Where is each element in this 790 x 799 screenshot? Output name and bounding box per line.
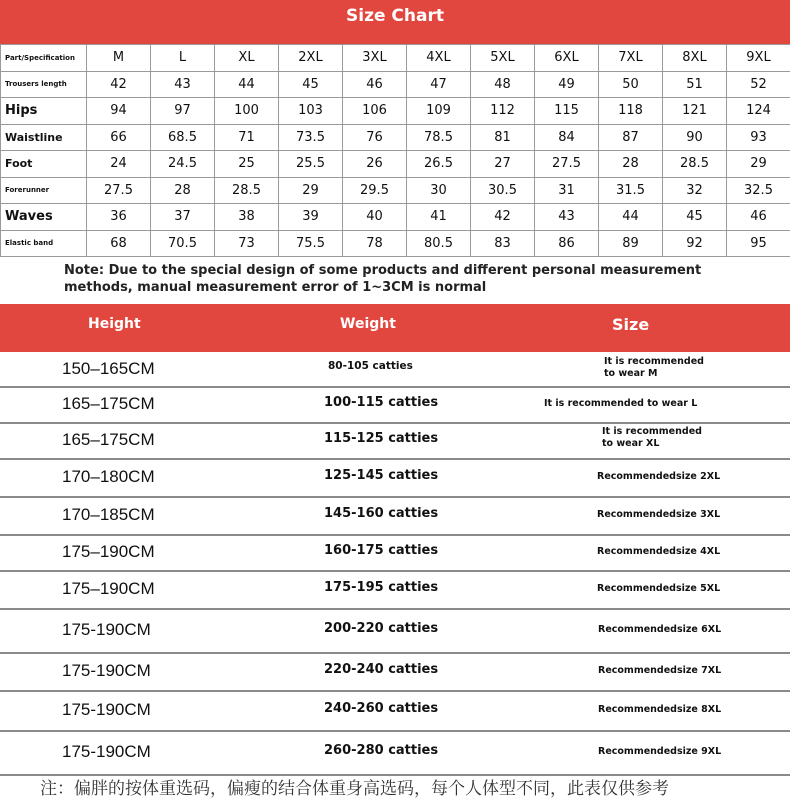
size-cell: Recommendedsize 4XL — [597, 546, 720, 558]
spec-cell: 27.5 — [87, 177, 151, 204]
size-cell: Recommendedsize 9XL — [598, 746, 721, 758]
spec-cell: 38 — [215, 204, 279, 231]
spec-row — [1, 124, 790, 151]
spec-cell: 78.5 — [407, 124, 471, 151]
recommend-row — [0, 652, 790, 692]
size-cell: Recommendedsize 2XL — [597, 471, 720, 483]
spec-cell: 28.5 — [215, 177, 279, 204]
recommend-row — [0, 730, 790, 776]
size-cell: Recommendedsize 3XL — [597, 509, 720, 521]
recommend-row — [0, 608, 790, 654]
height-cell: 175-190CM — [62, 742, 151, 762]
spec-cell: 28 — [599, 151, 663, 178]
spec-cell: 32.5 — [727, 177, 790, 204]
recommend-table-header — [0, 304, 790, 352]
spec-cell: 47 — [407, 71, 471, 98]
height-cell: 175-190CM — [62, 661, 151, 681]
spec-cell: 92 — [663, 230, 727, 257]
spec-cell: 46 — [343, 71, 407, 98]
weight-cell: 175-195 catties — [324, 580, 438, 595]
spec-row-label: Forerunner — [1, 177, 87, 204]
height-cell: 165–175CM — [62, 394, 155, 414]
spec-cell: 29.5 — [343, 177, 407, 204]
spec-row-label: Trousers length — [1, 71, 87, 98]
weight-cell: 115-125 catties — [324, 431, 438, 446]
spec-cell: 78 — [343, 230, 407, 257]
weight-cell: 80-105 catties — [328, 360, 413, 372]
height-cell: 165–175CM — [62, 430, 155, 450]
spec-cell: 66 — [87, 124, 151, 151]
size-header-cell: 6XL — [535, 45, 599, 72]
spec-cell: 76 — [343, 124, 407, 151]
spec-cell: 80.5 — [407, 230, 471, 257]
spec-cell: 43 — [535, 204, 599, 231]
spec-cell: 103 — [279, 98, 343, 125]
spec-cell: 86 — [535, 230, 599, 257]
spec-cell: 31 — [535, 177, 599, 204]
spec-cell: 31.5 — [599, 177, 663, 204]
spec-cell: 121 — [663, 98, 727, 125]
weight-cell: 160-175 catties — [324, 543, 438, 558]
spec-row-label: Waves — [1, 204, 87, 231]
spec-cell: 36 — [87, 204, 151, 231]
spec-cell: 75.5 — [279, 230, 343, 257]
spec-cell: 68.5 — [151, 124, 215, 151]
weight-cell: 200-220 catties — [324, 621, 438, 636]
spec-cell: 30 — [407, 177, 471, 204]
spec-cell: 51 — [663, 71, 727, 98]
spec-row-label: Waistline — [1, 124, 87, 151]
size-header-cell: L — [151, 45, 215, 72]
spec-row — [1, 151, 790, 178]
spec-cell: 112 — [471, 98, 535, 125]
weight-cell: 100-115 catties — [324, 395, 438, 410]
spec-cell: 89 — [599, 230, 663, 257]
recommend-row — [0, 458, 790, 498]
size-chart-title: Size Chart — [0, 0, 790, 44]
recommend-row — [0, 690, 790, 732]
spec-cell: 124 — [727, 98, 790, 125]
height-cell: 175-190CM — [62, 700, 151, 720]
spec-cell: 40 — [343, 204, 407, 231]
height-cell: 175–190CM — [62, 579, 155, 599]
size-header-cell: 3XL — [343, 45, 407, 72]
spec-cell: 49 — [535, 71, 599, 98]
spec-cell: 26.5 — [407, 151, 471, 178]
size-cell: It is recommended to wear XL — [602, 426, 712, 450]
spec-cell: 30.5 — [471, 177, 535, 204]
size-header-cell: 9XL — [727, 45, 790, 72]
spec-cell: 73.5 — [279, 124, 343, 151]
spec-cell: 44 — [215, 71, 279, 98]
spec-cell: 87 — [599, 124, 663, 151]
spec-cell: 45 — [663, 204, 727, 231]
size-cell: Recommendedsize 6XL — [598, 624, 721, 636]
spec-cell: 50 — [599, 71, 663, 98]
spec-cell: 41 — [407, 204, 471, 231]
weight-cell: 260-280 catties — [324, 743, 438, 758]
spec-row-label: Hips — [1, 98, 87, 125]
spec-cell: 100 — [215, 98, 279, 125]
weight-column-header: Weight — [340, 316, 396, 332]
weight-cell: 125-145 catties — [324, 468, 438, 483]
recommend-row — [0, 386, 790, 424]
height-cell: 175–190CM — [62, 542, 155, 562]
size-header-cell: XL — [215, 45, 279, 72]
spec-cell: 83 — [471, 230, 535, 257]
size-cell: Recommendedsize 7XL — [598, 665, 721, 677]
part-specification-label: Part/Specification — [1, 45, 87, 72]
size-header-cell: 5XL — [471, 45, 535, 72]
spec-cell: 25.5 — [279, 151, 343, 178]
height-cell: 175-190CM — [62, 620, 151, 640]
spec-cell: 94 — [87, 98, 151, 125]
spec-row-label: Foot — [1, 151, 87, 178]
spec-cell: 70.5 — [151, 230, 215, 257]
spec-cell: 44 — [599, 204, 663, 231]
spec-cell: 43 — [151, 71, 215, 98]
spec-cell: 42 — [87, 71, 151, 98]
spec-cell: 27 — [471, 151, 535, 178]
spec-row — [1, 98, 790, 125]
height-cell: 170–185CM — [62, 505, 155, 525]
size-cell: It is recommended to wear M — [604, 356, 714, 380]
spec-row-label: Elastic band — [1, 230, 87, 257]
size-cell: Recommendedsize 5XL — [597, 583, 720, 595]
weight-cell: 240-260 catties — [324, 701, 438, 716]
spec-cell: 52 — [727, 71, 790, 98]
footer-note: 注：偏胖的按体重选码，偏瘦的结合体重身高选码，每个人体型不同，此表仅供参考 — [40, 774, 669, 799]
spec-cell: 24.5 — [151, 151, 215, 178]
size-cell: Recommendedsize 8XL — [598, 704, 721, 716]
size-cell: It is recommended to wear L — [544, 398, 697, 410]
measurement-note: Note: Due to the special design of some products and different personal measurement methods, manual measurement error of 1~3CM is normal — [64, 262, 764, 296]
spec-cell: 90 — [663, 124, 727, 151]
spec-cell: 24 — [87, 151, 151, 178]
recommend-row — [0, 496, 790, 536]
height-column-header: Height — [88, 316, 141, 332]
spec-cell: 48 — [471, 71, 535, 98]
recommend-row — [0, 422, 790, 460]
size-header-cell: 2XL — [279, 45, 343, 72]
spec-row — [1, 230, 790, 257]
size-header-cell: 4XL — [407, 45, 471, 72]
size-spec-table — [0, 44, 790, 257]
size-header-cell: M — [87, 45, 151, 72]
spec-cell: 46 — [727, 204, 790, 231]
spec-cell: 39 — [279, 204, 343, 231]
spec-row — [1, 204, 790, 231]
height-cell: 170–180CM — [62, 467, 155, 487]
spec-cell: 42 — [471, 204, 535, 231]
spec-cell: 95 — [727, 230, 790, 257]
recommend-row — [0, 534, 790, 572]
spec-cell: 81 — [471, 124, 535, 151]
spec-cell: 28.5 — [663, 151, 727, 178]
spec-cell: 93 — [727, 124, 790, 151]
spec-cell: 73 — [215, 230, 279, 257]
spec-row — [1, 177, 790, 204]
spec-cell: 37 — [151, 204, 215, 231]
spec-cell: 26 — [343, 151, 407, 178]
size-header-cell: 7XL — [599, 45, 663, 72]
spec-cell: 25 — [215, 151, 279, 178]
height-cell: 150–165CM — [62, 359, 155, 379]
spec-cell: 29 — [727, 151, 790, 178]
spec-cell: 84 — [535, 124, 599, 151]
spec-row — [1, 71, 790, 98]
weight-cell: 145-160 catties — [324, 506, 438, 521]
spec-cell: 106 — [343, 98, 407, 125]
spec-cell: 115 — [535, 98, 599, 125]
spec-cell: 28 — [151, 177, 215, 204]
size-header-row — [1, 45, 790, 72]
spec-cell: 118 — [599, 98, 663, 125]
spec-cell: 68 — [87, 230, 151, 257]
spec-cell: 29 — [279, 177, 343, 204]
spec-cell: 97 — [151, 98, 215, 125]
size-column-header: Size — [612, 315, 649, 334]
recommend-row — [0, 352, 790, 388]
spec-cell: 71 — [215, 124, 279, 151]
spec-cell: 27.5 — [535, 151, 599, 178]
recommend-row — [0, 570, 790, 610]
spec-cell: 45 — [279, 71, 343, 98]
spec-cell: 32 — [663, 177, 727, 204]
weight-cell: 220-240 catties — [324, 662, 438, 677]
size-header-cell: 8XL — [663, 45, 727, 72]
spec-cell: 109 — [407, 98, 471, 125]
